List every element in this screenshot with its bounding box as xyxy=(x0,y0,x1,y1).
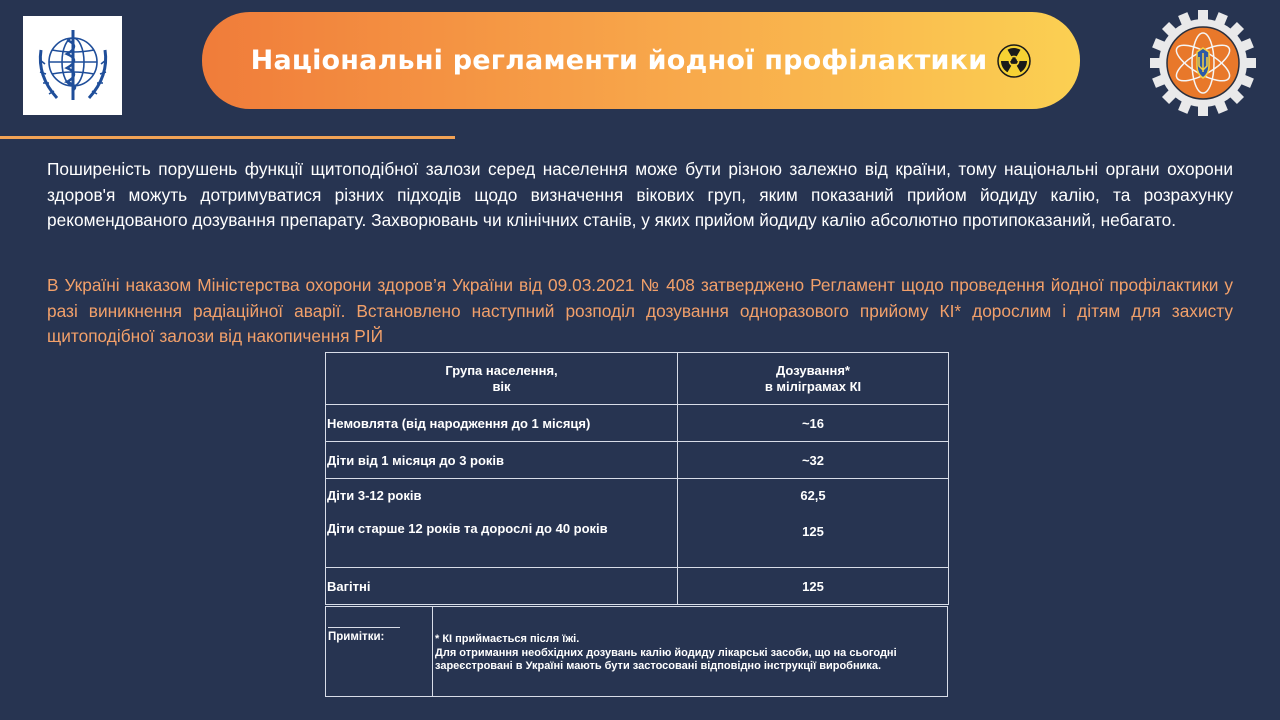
dosage-table xyxy=(325,352,949,605)
note-2: Для отримання необхідних дозувань калію йодиду лікарські засоби, що на сьогодні зареєстровані в Україні мають бути застосовані відповідно інструкції виробника. xyxy=(435,646,897,672)
table-row xyxy=(326,442,949,479)
group-label: Діти старше 12 років та дорослі до 40 років xyxy=(327,521,608,536)
accent-divider xyxy=(0,136,455,139)
dose-cell: 125 xyxy=(678,568,949,605)
notes-separator xyxy=(328,627,400,628)
notes-box xyxy=(325,606,948,697)
regulation-paragraph: В Україні наказом Міністерства охорони здоров’я України від 09.03.2021 № 408 затверджено Регламент щодо проведення йодної профілактики у разі виникнення радіаційної аварії. Встановлено наступний розподіл дозування одноразового прийому КІ* дорослим і дітям для захисту щитоподібної залози від накопичення РІЙ xyxy=(47,275,1233,346)
table-row xyxy=(326,568,949,605)
group-cell: Діти від 1 місяця до 3 років xyxy=(326,442,678,479)
column-header-dose: Дозування* в міліграмах КІ xyxy=(678,353,949,405)
title-banner xyxy=(202,12,1080,109)
who-emblem-icon xyxy=(27,20,119,112)
dose-label: 62,5 xyxy=(800,488,826,503)
table-header-row xyxy=(326,353,949,405)
institute-emblem xyxy=(1148,8,1258,118)
dose-cell: ~16 xyxy=(678,405,949,442)
column-header-group: Група населення, вік xyxy=(326,353,678,405)
notes-label: Примітки: xyxy=(328,631,385,643)
note-1: * КІ приймається після їжі. xyxy=(435,633,580,645)
group-cell: Вагітні xyxy=(326,568,678,605)
dose-label: 125 xyxy=(802,524,824,539)
table-row xyxy=(326,405,949,442)
notes-label-cell xyxy=(326,607,433,696)
intro-paragraph: Поширеність порушень функції щитоподібної залози серед населення може бути різною залежно від країни, тому національні органи охорони здоров'я можуть дотримуватися різних підходів щодо визначення вікових груп, яким показаний прийом йодиду калію, та розрахунку рекомендованого дозування препарату. Захворювань чи клінічних станів, у яких прийом йодиду калію абсолютно протипоказаний, небагато. xyxy=(47,159,1233,230)
page-title: Національні регламенти йодної профілактики xyxy=(250,45,988,76)
dose-cell: ~32 xyxy=(678,442,949,479)
group-cell-merged xyxy=(326,479,678,568)
who-logo xyxy=(23,16,122,115)
radiation-icon xyxy=(997,44,1031,78)
group-cell: Немовлята (від народження до 1 місяця) xyxy=(326,405,678,442)
dose-cell-merged xyxy=(678,479,949,568)
notes-text xyxy=(433,607,947,696)
table-row xyxy=(326,479,949,568)
group-label: Діти 3-12 років xyxy=(327,488,422,503)
